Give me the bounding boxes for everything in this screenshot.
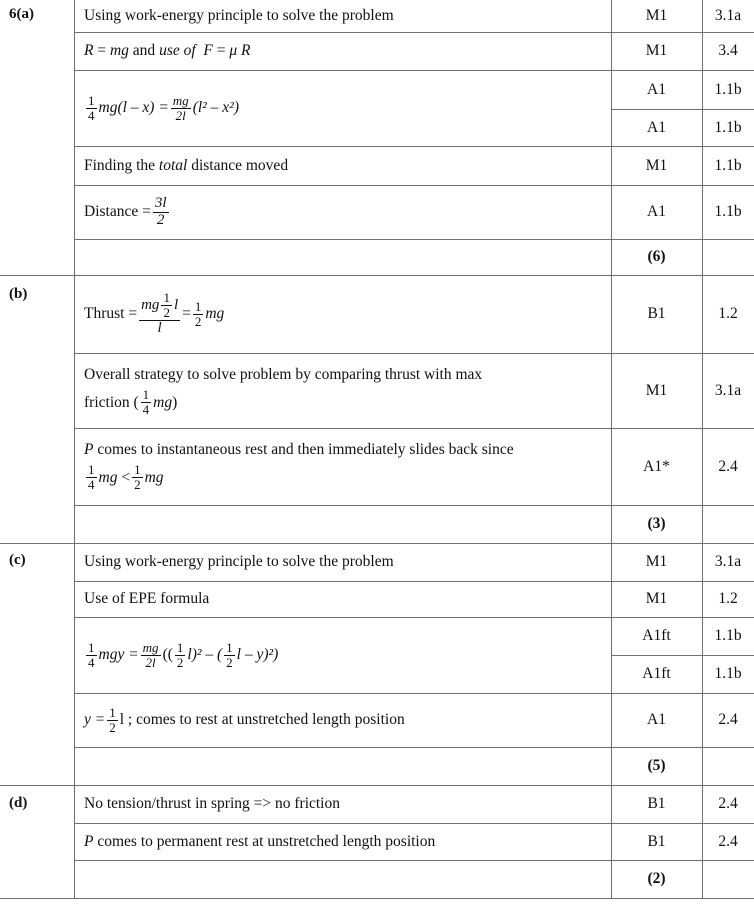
fraction xyxy=(86,463,97,491)
fraction xyxy=(175,641,186,669)
symbol: mg xyxy=(153,393,173,411)
mark-code: M1 xyxy=(645,7,668,24)
ao-code: 1.1b xyxy=(714,156,742,174)
scheme-text xyxy=(84,428,604,505)
mark-code: M1 xyxy=(645,590,668,607)
symbol: < xyxy=(121,468,131,486)
denominator: 4 xyxy=(88,477,95,492)
question-label: 6(a) xyxy=(9,6,34,22)
fraction xyxy=(139,291,180,336)
denominator: 2 xyxy=(156,211,165,228)
question-label: (b) xyxy=(9,286,28,302)
mark-code: A1 xyxy=(647,711,666,728)
scheme-text xyxy=(84,823,604,860)
mark-code: B1 xyxy=(647,305,666,322)
mark-code: B1 xyxy=(647,832,666,850)
symbol: F xyxy=(203,42,213,59)
fraction xyxy=(86,641,97,669)
expression: mgy = xyxy=(98,646,139,663)
mark-code: A1 xyxy=(647,118,666,136)
symbol: = xyxy=(182,305,191,322)
fraction xyxy=(161,291,172,319)
denominator: 4 xyxy=(142,402,150,417)
scheme-line xyxy=(84,441,514,459)
scheme-text xyxy=(84,0,604,32)
ao-code: 1.1b xyxy=(714,627,742,644)
mark-code: A1 xyxy=(647,203,666,220)
ao-code: 1.1b xyxy=(714,80,742,98)
expression: y = xyxy=(84,711,106,728)
symbol: mg xyxy=(144,468,164,486)
column-divider xyxy=(74,0,75,898)
fraction xyxy=(224,641,235,669)
expression: l – y)²) xyxy=(236,646,279,663)
scheme-line: Finding the xyxy=(84,156,159,174)
total-marks: (3) xyxy=(647,515,666,532)
denominator: 4 xyxy=(88,654,95,670)
symbol: l xyxy=(173,296,179,313)
numerator xyxy=(139,291,180,320)
fraction xyxy=(132,463,143,491)
mark-code: A1* xyxy=(643,457,670,475)
denominator: 2 xyxy=(163,305,170,321)
scheme-line: l ; comes to rest at unstretched length position xyxy=(119,711,405,728)
symbol: mg xyxy=(141,296,160,313)
total-marks: (5) xyxy=(647,757,666,774)
fraction xyxy=(141,641,161,669)
inequality xyxy=(84,463,164,491)
scheme-line: total xyxy=(158,156,188,174)
numerator: 1 xyxy=(176,639,184,655)
mark-code: M1 xyxy=(645,553,668,570)
numerator: 1 xyxy=(194,298,202,314)
numerator: 1 xyxy=(142,387,150,403)
ao-code: 1.1b xyxy=(714,118,742,136)
scheme-text: R = mg and use of F = μ R xyxy=(84,42,251,59)
scheme-line: comes to permanent rest at unstretched length position xyxy=(93,832,436,850)
symbol: = xyxy=(93,42,110,59)
ao-code: 2.4 xyxy=(718,795,738,812)
expression: l)² – ( xyxy=(187,646,223,663)
scheme-line: friction ( xyxy=(84,393,139,411)
denominator: 2 xyxy=(226,654,233,670)
denominator: 2 xyxy=(134,477,141,492)
scheme-line: Using work-energy principle to solve the problem xyxy=(84,553,394,570)
ao-code: 3.4 xyxy=(718,42,738,59)
numerator: 1 xyxy=(226,639,233,655)
numerator: 1 xyxy=(88,639,95,655)
symbol: mg xyxy=(109,42,129,59)
mark-code: M1 xyxy=(645,156,668,174)
scheme-line: comes to instantaneous rest and then immediately slides back since xyxy=(93,441,514,459)
ao-code: 1.2 xyxy=(718,305,738,322)
total-marks: (2) xyxy=(647,870,666,887)
denominator: 2 xyxy=(109,719,116,735)
section-divider xyxy=(0,898,754,899)
fraction xyxy=(171,94,191,122)
total-marks: (6) xyxy=(647,248,666,265)
numerator: 1 xyxy=(88,92,95,108)
symbol: R xyxy=(241,42,251,59)
mark-code: A1 xyxy=(647,80,666,98)
symbol: P xyxy=(84,832,94,850)
denominator: 2l xyxy=(175,107,186,123)
ao-code: 3.1a xyxy=(714,381,742,399)
fraction xyxy=(107,706,118,734)
ao-code: 2.4 xyxy=(718,832,738,850)
scheme-text xyxy=(84,581,604,617)
ao-code: 1.1b xyxy=(714,665,742,682)
denominator: 2 xyxy=(176,654,184,670)
scheme-line: Overall strategy to solve problem by comparing thrust with max xyxy=(84,366,483,384)
scheme-line: Use of EPE formula xyxy=(84,590,210,607)
denominator: 2 xyxy=(194,313,202,329)
scheme-text xyxy=(84,785,604,823)
denominator: l xyxy=(157,319,162,336)
numerator: mg xyxy=(142,639,159,655)
mark-code: B1 xyxy=(647,795,666,812)
symbol: mg xyxy=(98,468,118,486)
ao-code: 2.4 xyxy=(718,457,738,475)
fraction xyxy=(141,388,152,416)
denominator: 2l xyxy=(145,654,156,670)
equation xyxy=(84,693,604,747)
numerator: 1 xyxy=(88,462,95,478)
equation xyxy=(84,70,604,146)
numerator: 1 xyxy=(163,290,170,306)
fraction xyxy=(153,196,169,229)
ao-code: 3.1a xyxy=(714,7,742,24)
scheme-line: and xyxy=(128,42,160,59)
scheme-line: No tension/thrust in spring => no friction xyxy=(84,795,340,812)
equation xyxy=(84,185,604,239)
symbol: μ xyxy=(229,42,238,59)
scheme-text xyxy=(84,353,604,428)
scheme-line: ) xyxy=(172,393,178,411)
symbol: P xyxy=(84,441,94,459)
question-label: (c) xyxy=(9,552,26,568)
mark-code: A1ft xyxy=(642,665,671,682)
mark-code: M1 xyxy=(645,42,668,59)
expression: (l² – x²) xyxy=(192,99,239,116)
expression: (( xyxy=(162,646,173,663)
fraction xyxy=(86,94,97,122)
fraction xyxy=(193,300,204,328)
scheme-text xyxy=(84,146,604,185)
numerator: 1 xyxy=(109,704,116,720)
equation xyxy=(84,275,604,353)
ao-code: 1.2 xyxy=(718,590,738,607)
mark-code: M1 xyxy=(645,381,668,399)
scheme-line: Distance = xyxy=(84,203,151,220)
scheme-line: distance moved xyxy=(187,156,289,174)
scheme-line xyxy=(84,388,177,416)
scheme-line: Thrust = xyxy=(84,305,138,322)
numerator: 1 xyxy=(134,462,141,478)
scheme-line: Using work-energy principle to solve the problem xyxy=(84,7,394,24)
question-label: (d) xyxy=(9,795,28,811)
expression: mg(l – x) = xyxy=(98,99,169,116)
scheme-text xyxy=(84,543,604,581)
ao-code: 3.1a xyxy=(714,553,742,570)
ao-code: 1.1b xyxy=(714,203,742,220)
numerator: 3l xyxy=(154,194,167,211)
ao-code: 2.4 xyxy=(718,711,738,728)
mark-code: A1ft xyxy=(642,627,671,644)
denominator: 4 xyxy=(88,107,95,123)
scheme-line: use of xyxy=(159,42,196,59)
symbol: mg xyxy=(205,305,225,322)
numerator: mg xyxy=(172,92,189,108)
symbol: R xyxy=(84,42,94,59)
equation xyxy=(84,617,604,693)
